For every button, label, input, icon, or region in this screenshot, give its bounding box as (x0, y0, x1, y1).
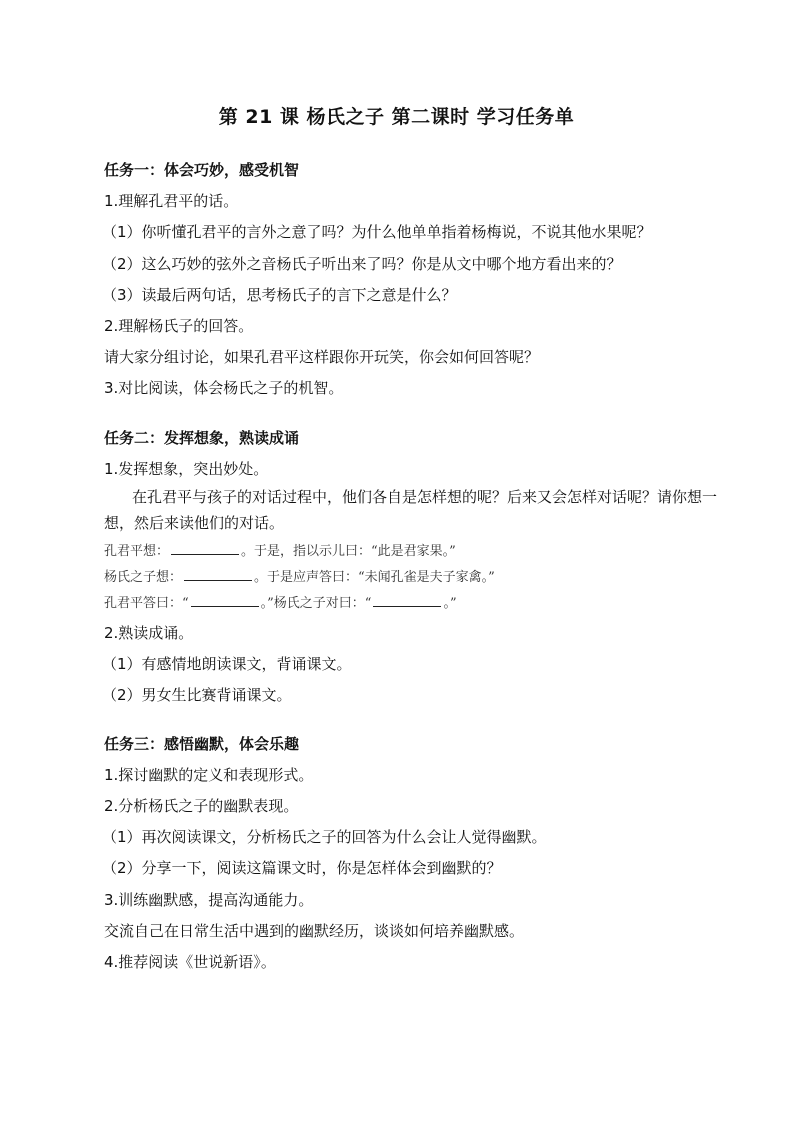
task3-item3-text: 交流自己在日常生活中遇到的幽默经历，谈谈如何培养幽默感。 (104, 922, 525, 940)
task1-item2-text: 请大家分组讨论，如果孔君平这样跟你开玩笑，你会如何回答呢？ (104, 348, 540, 366)
task3-item4: 4.推荐阅读《世说新语》。 (104, 953, 276, 971)
task1-item2: 2.理解杨氏子的回答。 (104, 317, 254, 335)
fill-line-2 (104, 566, 495, 589)
task2-question2: （2）男女生比赛背诵课文。 (102, 686, 292, 704)
fill-line-3 (104, 592, 457, 615)
fill-blank-1[interactable] (171, 540, 239, 555)
task3-item2: 2.分析杨氏之子的幽默表现。 (104, 797, 299, 815)
fill-blank-3[interactable] (191, 592, 259, 607)
task3-question2: （2）分享一下，阅读这篇课文时，你是怎样体会到幽默的？ (102, 859, 502, 877)
task2-item1: 1.发挥想象，突出妙处。 (104, 460, 269, 478)
task2-paragraph-line1: 在孔君平与孩子的对话过程中，他们各自是怎样想的呢？后来又会怎样对话呢？请你想一 (132, 488, 718, 506)
task1-question2: （2）这么巧妙的弦外之音杨氏子听出来了吗？你是从文中哪个地方看出来的？ (102, 255, 622, 273)
fill-line-1-prefix: 孔君平想： (104, 544, 170, 559)
fill-line-3-prefix: 孔君平答曰：“ (104, 596, 189, 611)
task1-question1: （1）你听懂孔君平的言外之意了吗？为什么他单单指着杨梅说，不说其他水果呢？ (102, 223, 652, 241)
task2-question1: （1）有感情地朗读课文，背诵课文。 (102, 655, 352, 673)
task1-item1: 1.理解孔君平的话。 (104, 192, 239, 210)
task2-paragraph-line2: 想，然后来读他们的对话。 (104, 514, 285, 532)
task3-item1: 1.探讨幽默的定义和表现形式。 (104, 766, 314, 784)
fill-blank-4[interactable] (373, 592, 441, 607)
task3-heading: 任务三：感悟幽默，体会乐趣 (104, 735, 300, 753)
task2-heading: 任务二：发挥想象，熟读成诵 (104, 429, 300, 447)
task3-question1: （1）再次阅读课文，分析杨氏之子的回答为什么会让人觉得幽默。 (102, 828, 547, 846)
fill-line-1-suffix: 。于是，指以示儿曰：“此是君家果。” (241, 544, 456, 559)
task1-item3: 3.对比阅读，体会杨氏之子的机智。 (104, 379, 344, 397)
task1-question3: （3）读最后两句话，思考杨氏子的言下之意是什么？ (102, 286, 457, 304)
fill-line-1 (104, 540, 456, 563)
fill-line-2-suffix: 。于是应声答曰：“未闻孔雀是夫子家禽。” (254, 570, 495, 585)
page-title: 第 21 课 杨氏之子 第二课时 学习任务单 (218, 106, 575, 128)
task2-item2: 2.熟读成诵。 (104, 624, 194, 642)
task1-heading: 任务一：体会巧妙，感受机智 (104, 161, 300, 179)
fill-line-3-middle: 。”杨氏之子对曰：“ (260, 596, 372, 611)
task3-item3: 3.训练幽默感，提高沟通能力。 (104, 891, 314, 909)
fill-line-3-suffix: 。” (443, 596, 457, 611)
fill-line-2-prefix: 杨氏之子想： (104, 570, 183, 585)
fill-blank-2[interactable] (184, 566, 252, 581)
